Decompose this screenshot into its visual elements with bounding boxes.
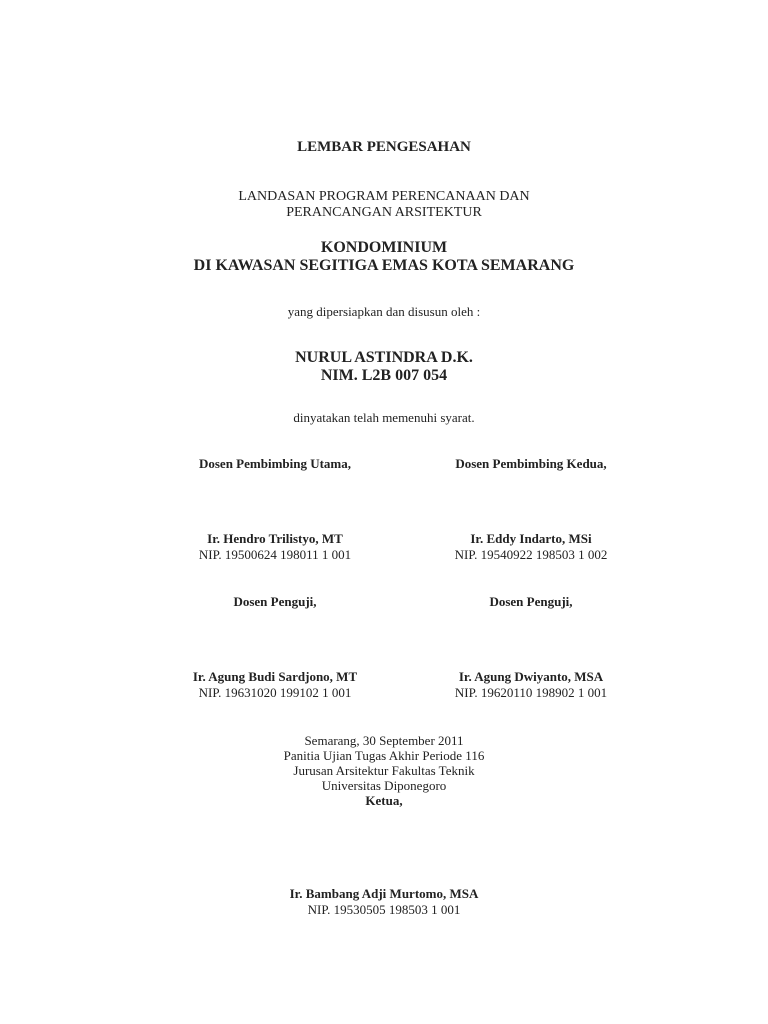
subtitle-line-2: PERANCANGAN ARSITEKTUR bbox=[286, 205, 482, 220]
second-supervisor-nip: NIP. 19540922 198503 1 002 bbox=[454, 547, 608, 562]
chair-nip: NIP. 19530505 198503 1 001 bbox=[307, 902, 461, 917]
main-supervisor-role: Dosen Pembimbing Utama, bbox=[198, 456, 352, 471]
examiner-right-nip: NIP. 19620110 198902 1 001 bbox=[454, 685, 608, 700]
main-supervisor-nip: NIP. 19500624 198011 1 001 bbox=[198, 547, 352, 562]
page-heading: LEMBAR PENGESAHAN bbox=[297, 139, 471, 155]
university-name: Universitas Diponegoro bbox=[321, 778, 447, 793]
examiner-left-role: Dosen Penguji, bbox=[233, 594, 317, 609]
author-name: NURUL ASTINDRA D.K. bbox=[295, 349, 473, 366]
place-date: Semarang, 30 September 2011 bbox=[304, 733, 464, 748]
declaration-text: dinyatakan telah memenuhi syarat. bbox=[293, 410, 475, 425]
committee-name: Panitia Ujian Tugas Akhir Periode 116 bbox=[283, 748, 485, 763]
prepared-by-text: yang dipersiapkan dan disusun oleh : bbox=[287, 304, 481, 319]
examiner-left-name: Ir. Agung Budi Sardjono, MT bbox=[192, 669, 358, 684]
chair-name: Ir. Bambang Adji Murtomo, MSA bbox=[289, 886, 479, 901]
project-title-line-1: KONDOMINIUM bbox=[320, 239, 448, 256]
subtitle-line-1: LANDASAN PROGRAM PERENCANAAN DAN bbox=[238, 189, 530, 204]
second-supervisor-name: Ir. Eddy Indarto, MSi bbox=[470, 531, 592, 546]
project-title-line-2: DI KAWASAN SEGITIGA EMAS KOTA SEMARANG bbox=[193, 257, 575, 274]
department-name: Jurusan Arsitektur Fakultas Teknik bbox=[293, 763, 475, 778]
second-supervisor-role: Dosen Pembimbing Kedua, bbox=[455, 456, 607, 471]
examiner-right-role: Dosen Penguji, bbox=[489, 594, 573, 609]
author-nim: NIM. L2B 007 054 bbox=[320, 367, 448, 384]
chair-role: Ketua, bbox=[365, 793, 403, 808]
main-supervisor-name: Ir. Hendro Trilistyo, MT bbox=[207, 531, 343, 546]
examiner-right-name: Ir. Agung Dwiyanto, MSA bbox=[458, 669, 604, 684]
examiner-left-nip: NIP. 19631020 199102 1 001 bbox=[198, 685, 352, 700]
